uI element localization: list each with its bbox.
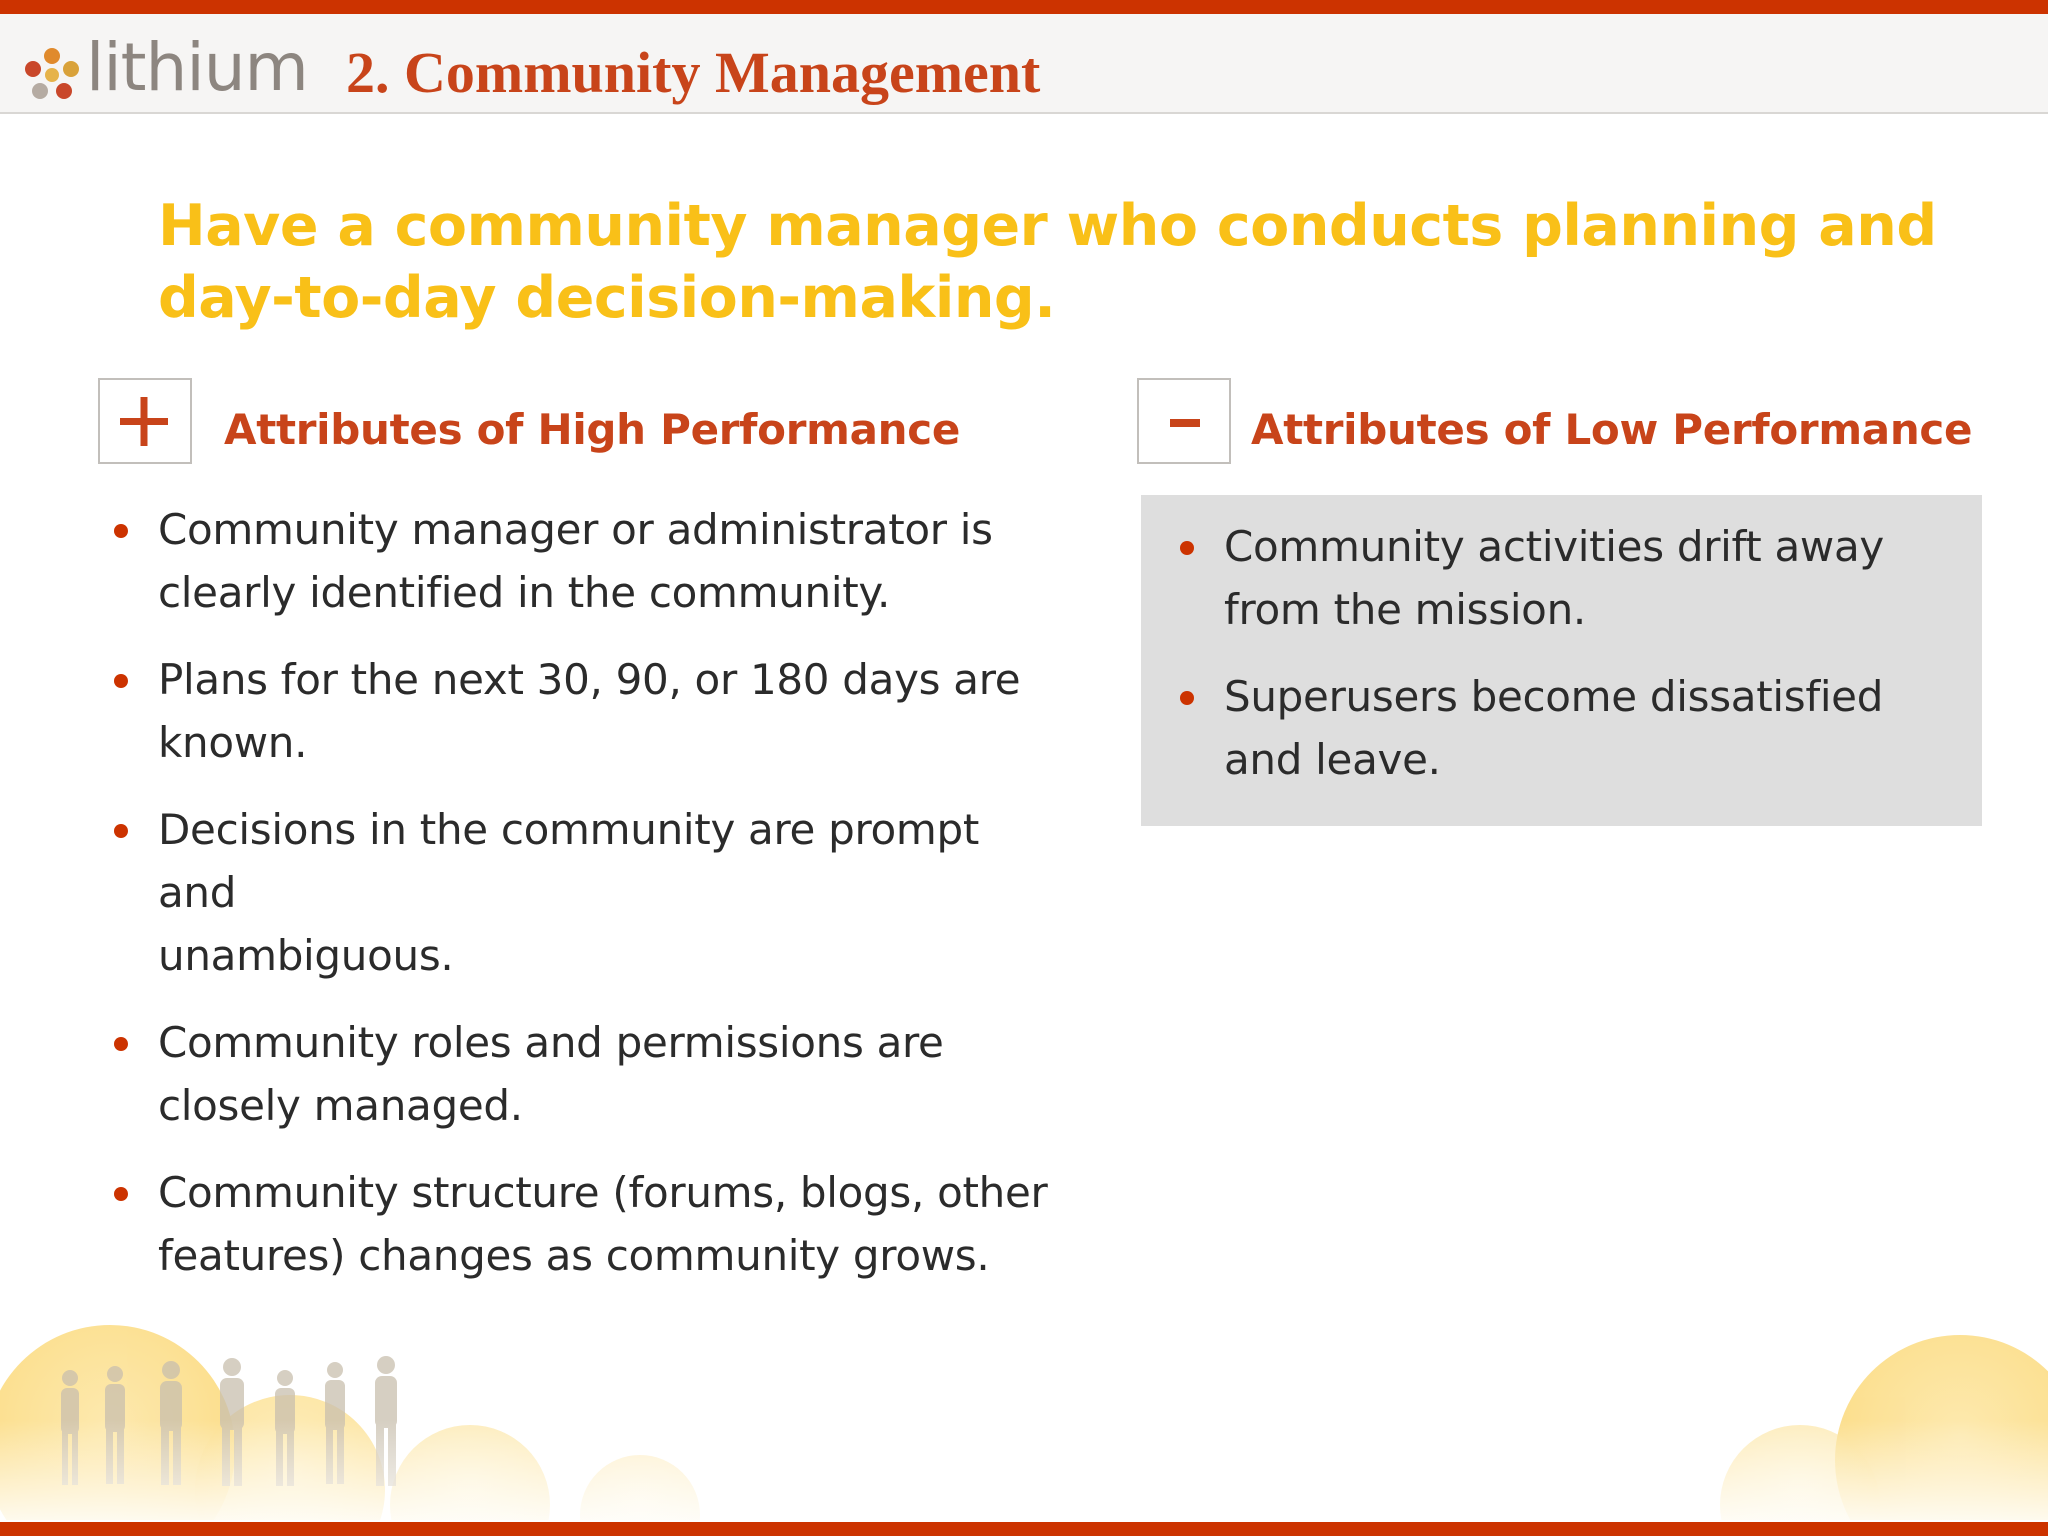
slide-header <box>0 14 2048 114</box>
list-item: Decisions in the community are prompt and unambiguous. <box>158 798 1058 987</box>
lithium-logo <box>24 29 308 106</box>
list-item: Community roles and permissions are closely managed. <box>158 1011 1058 1137</box>
logo-wordmark: lithium <box>86 29 308 106</box>
top-accent-bar <box>0 0 2048 14</box>
list-item: Community activities drift away from the mission. <box>1224 515 1964 641</box>
minus-icon <box>1139 380 1233 466</box>
list-item: Community structure (forums, blogs, other features) changes as community grows. <box>158 1161 1058 1287</box>
headline-line-2: day-to-day decision-making. <box>158 265 1056 331</box>
bottom-accent-bar <box>0 1522 2048 1536</box>
list-item: Superusers become dissatisfied and leave. <box>1224 665 1964 791</box>
low-performance-heading: Attributes of Low Performance <box>1251 405 1973 454</box>
plus-icon-box <box>98 378 192 464</box>
high-performance-list <box>158 498 1058 1311</box>
low-performance-list <box>1224 515 1964 815</box>
slide-headline <box>158 190 1958 334</box>
list-item: Plans for the next 30, 90, or 180 days are known. <box>158 648 1058 774</box>
section-title: 2. Community Management <box>346 40 1041 105</box>
plus-icon <box>100 380 194 466</box>
high-performance-heading: Attributes of High Performance <box>224 405 961 454</box>
flower-logo-icon <box>24 47 80 103</box>
footer-decoration <box>0 1300 2048 1520</box>
headline-line-1: Have a community manager who conducts planning and <box>158 193 1937 259</box>
list-item: Community manager or administrator is clearly identified in the community. <box>158 498 1058 624</box>
minus-icon-box <box>1137 378 1231 464</box>
